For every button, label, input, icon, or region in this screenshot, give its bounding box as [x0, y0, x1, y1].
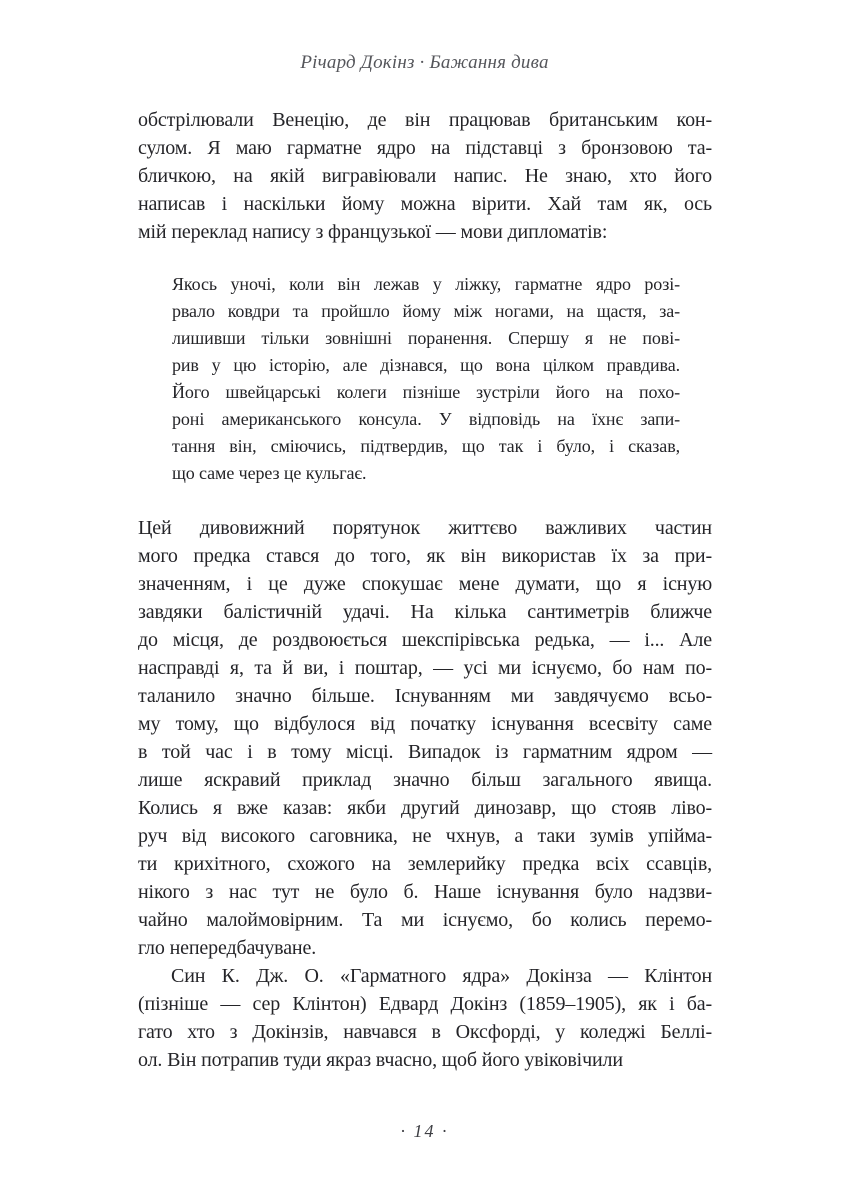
text-line: ти крихітного, схожого на землерийку предка всіх ссавців,	[138, 853, 712, 875]
text-line: таланило значно більше. Існуванням ми завдячуємо всьо-	[138, 685, 712, 707]
text-line: гато хто з Докінзів, навчався в Оксфорді, у коледжі Беллі-	[138, 1021, 712, 1043]
text-line: написав і наскільки йому можна вірити. Хай там як, ось	[138, 193, 712, 215]
text-line: рвало ковдри та пройшло йому між ногами, на щастя, за-	[172, 301, 680, 321]
body-paragraph	[138, 106, 712, 246]
text-line: роні американського консула. У відповідь на їхнє запи-	[172, 409, 680, 429]
text-line: Колись я вже казав: якби другий динозавр, що стояв ліво-	[138, 797, 712, 819]
text-line: лише яскравий приклад значно більш загального явища.	[138, 769, 712, 791]
text-line: до місця, де роздвоюється шекспірівська редька, — і... Але	[138, 629, 712, 651]
text-line: му тому, що відбулося від початку існування всесвіту саме	[138, 713, 712, 735]
text-line: сулом. Я маю гарматне ядро на підставці з бронзовою та-	[138, 137, 712, 159]
text-line: тання він, сміючись, підтвердив, що так і було, і сказав,	[172, 436, 680, 456]
text-line: в той час і в тому місці. Випадок із гарматним ядром —	[138, 741, 712, 763]
text-line: чайно малоймовірним. Та ми існуємо, бо колись перемо-	[138, 909, 712, 931]
text-line: значенням, і це дуже спокушає мене думати, що я існую	[138, 573, 712, 595]
text-line: Цей дивовижний порятунок життєво важливих частин	[138, 517, 712, 539]
text-line: руч від високого саговника, не чхнув, а таки зумів упійма-	[138, 825, 712, 847]
body-paragraph	[138, 514, 712, 962]
text-line: нікого з нас тут не було б. Наше існування було надзви-	[138, 881, 712, 903]
block-quote	[172, 271, 680, 487]
text-line: насправді я, та й ви, і поштар, — усі ми існуємо, бо нам по-	[138, 657, 712, 679]
text-line: рив у цю історію, але дізнався, що вона цілком правдива.	[172, 355, 680, 375]
page-body	[138, 106, 712, 1074]
running-header: Річард Докінз · Бажання дива	[300, 52, 549, 73]
text-line: що саме через це кульгає.	[172, 463, 367, 483]
text-line: обстрілювали Венецію, де він працював британським кон-	[138, 109, 712, 131]
text-line: (пізніше — сер Клінтон) Едвард Докінз (1859–1905), як і ба-	[138, 993, 712, 1015]
text-line: гло непередбачуване.	[138, 937, 317, 959]
text-line: Якось уночі, коли він лежав у ліжку, гарматне ядро розі-	[172, 274, 680, 294]
text-line: завдяки балістичній удачі. На кілька сантиметрів ближче	[138, 601, 712, 623]
text-line: бличкою, на якій вигравіювали напис. Не знаю, хто його	[138, 165, 712, 187]
text-line: ол. Він потрапив туди якраз вчасно, щоб його увіковічили	[138, 1049, 623, 1071]
text-line: лишивши тільки зовнішні поранення. Спершу я не пові-	[172, 328, 680, 348]
page-number: · 14 ·	[400, 1121, 449, 1141]
body-paragraph	[138, 962, 712, 1074]
text-line: Син К. Дж. О. «Гарматного ядра» Докінза — Клінтон	[171, 965, 712, 987]
text-line: мого предка стався до того, як він використав їх за при-	[138, 545, 712, 567]
text-line: Його швейцарські колеги пізніше зустріли його на похо-	[172, 382, 680, 402]
text-line: мій переклад напису з французької — мови дипломатів:	[138, 221, 608, 243]
